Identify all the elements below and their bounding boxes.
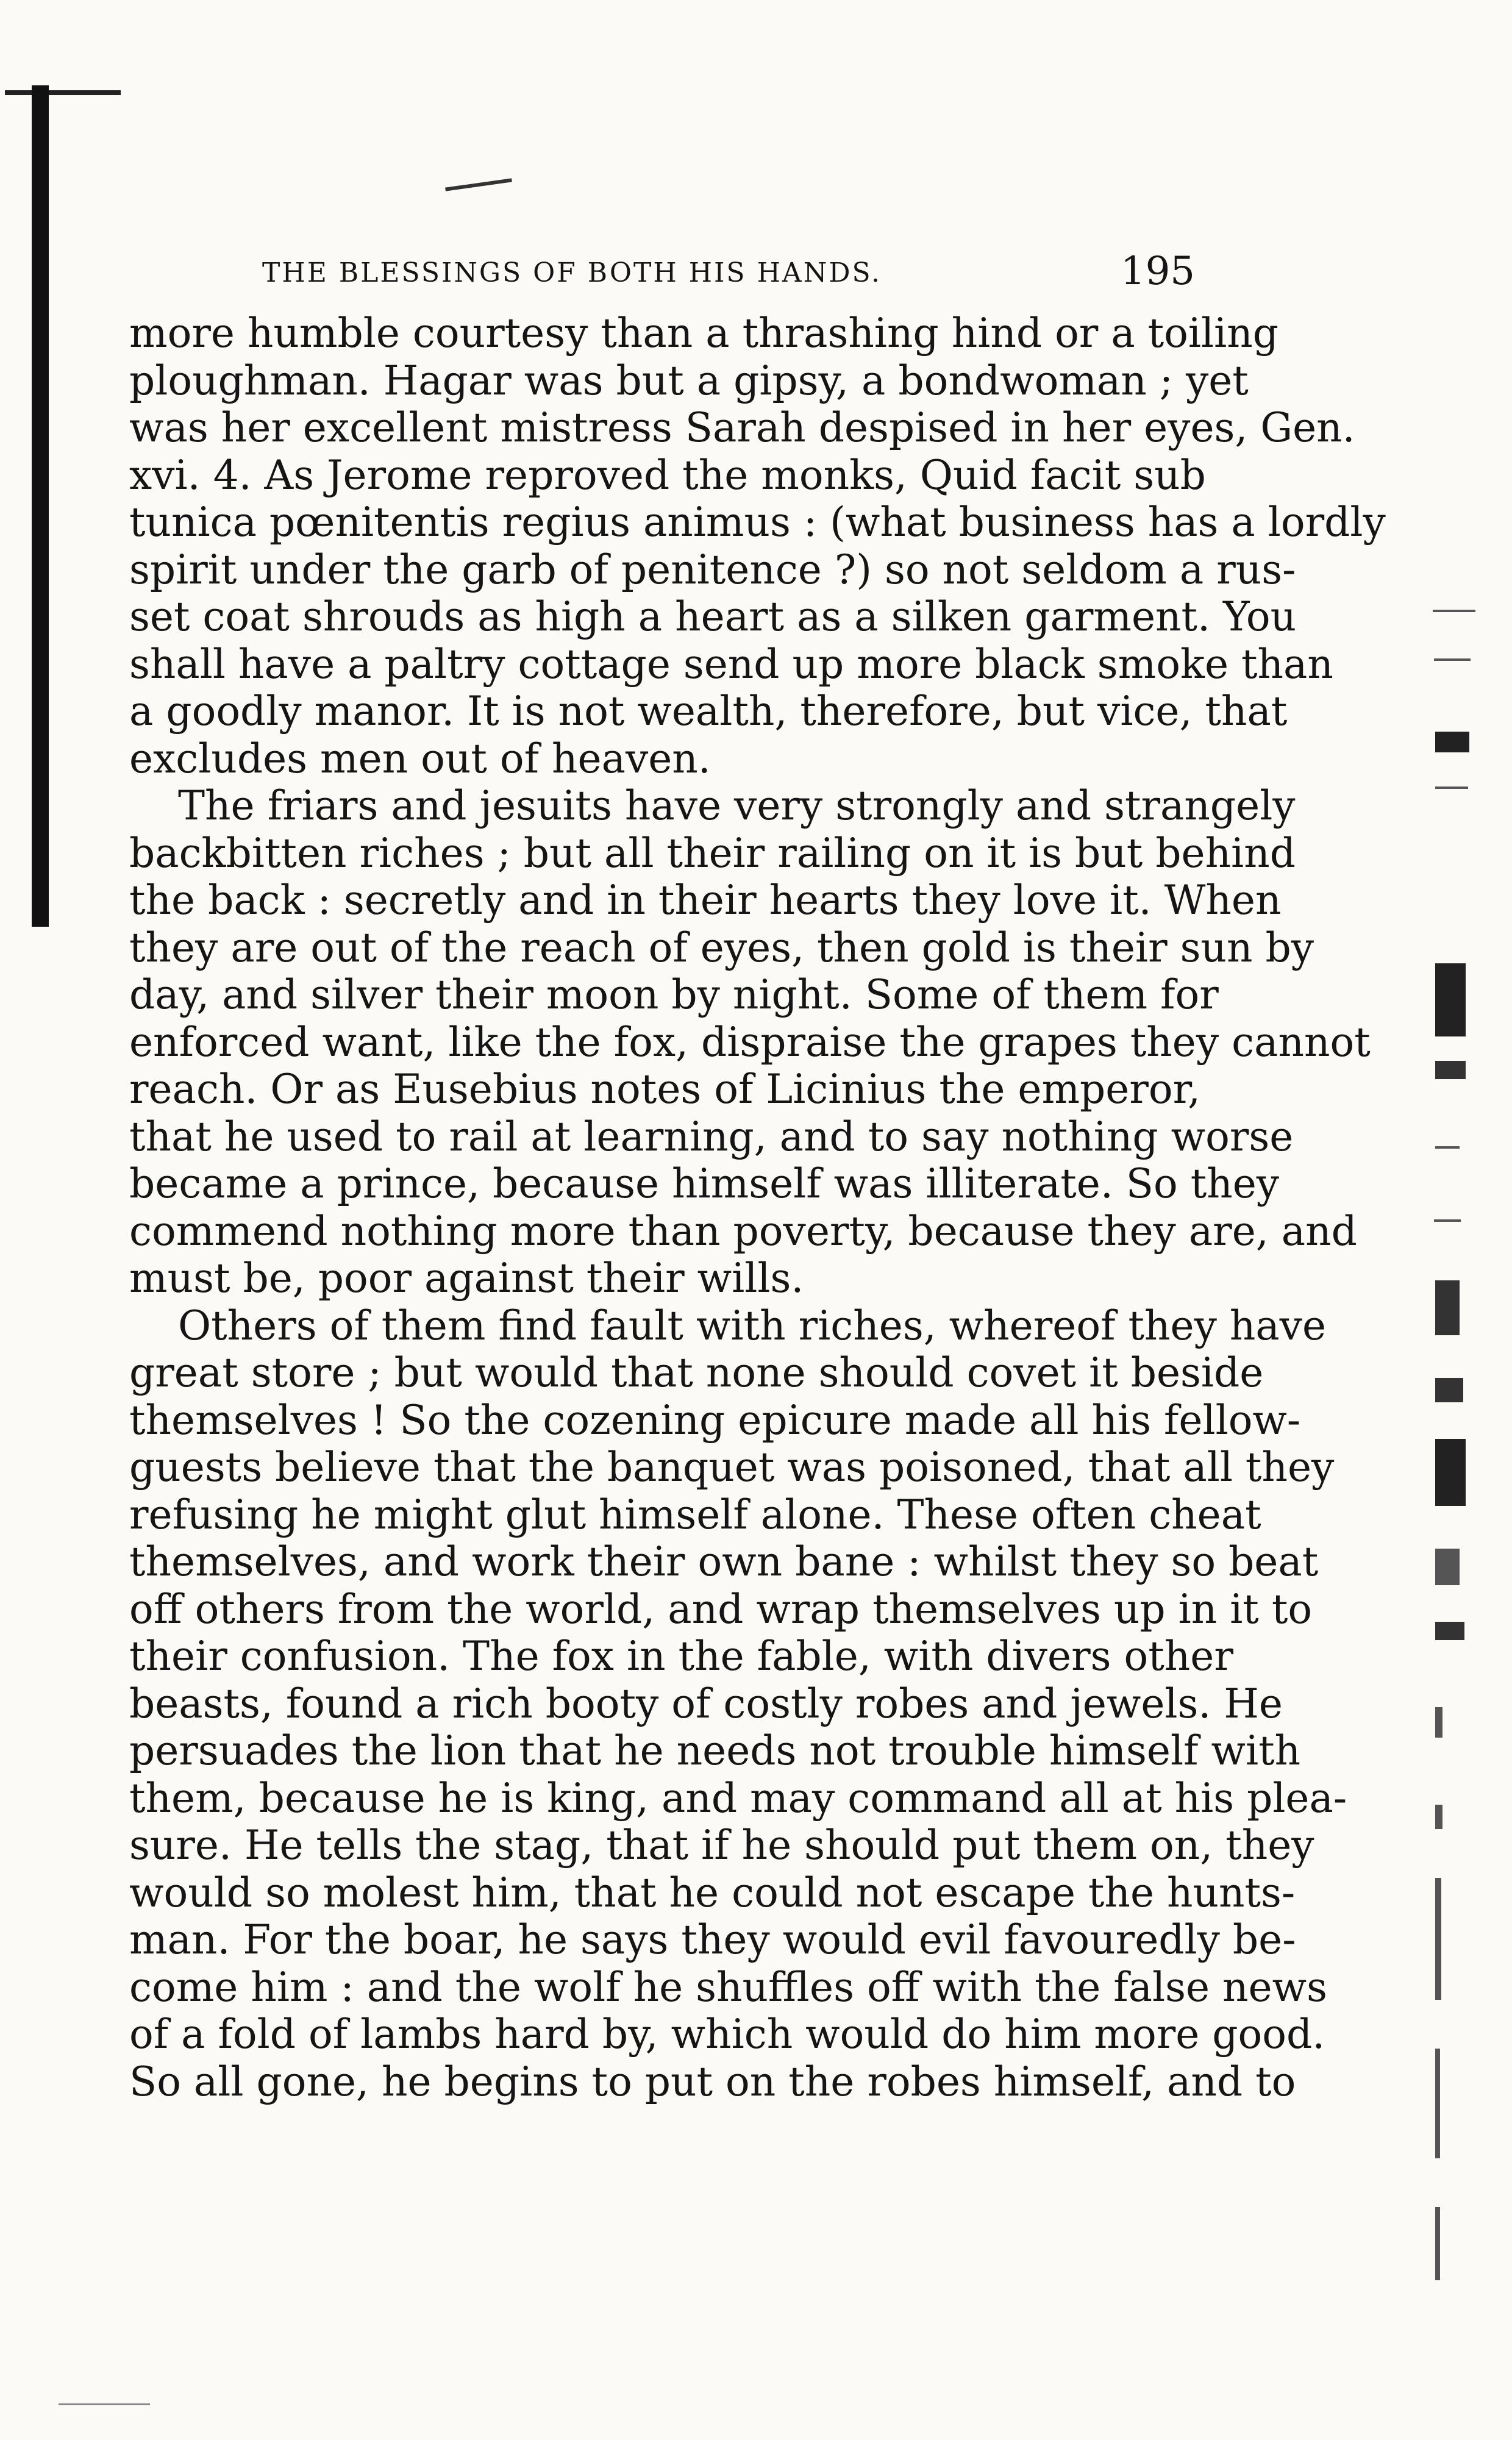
text-line: became a prince, because himself was illiterate. So they: [129, 1160, 1280, 1207]
text-line: So all gone, he begins to put on the robes himself, and to: [129, 2058, 1296, 2105]
text-line: come him : and the wolf he shuffles off with the false news: [129, 1963, 1327, 2011]
text-line: that he used to rail at learning, and to say nothing worse: [129, 1113, 1294, 1160]
bleed-mark: [1435, 1280, 1460, 1335]
bleed-mark: [1435, 963, 1466, 1036]
text-line: enforced want, like the fox, dispraise the grapes they cannot: [129, 1018, 1371, 1066]
bleed-mark: [1435, 1549, 1460, 1585]
next-page-bleed: [1421, 585, 1488, 2353]
text-line: The friars and jesuits have very strongly and strangely: [178, 782, 1296, 829]
text-line: Others of them find fault with riches, whereof they have: [178, 1302, 1327, 1349]
text-line: they are out of the reach of eyes, then gold is their sun by: [129, 924, 1314, 971]
text-line: day, and silver their moon by night. Some of them for: [129, 971, 1219, 1018]
text-line: them, because he is king, and may command all at his plea-: [129, 1774, 1347, 1822]
text-line: refusing he might glut himself alone. These often cheat: [129, 1491, 1261, 1538]
binding-edge-cap: [5, 90, 121, 95]
text-line: their confusion. The fox in the fable, with divers other: [129, 1633, 1233, 1680]
text-line: beasts, found a rich booty of costly robes and jewels. He: [129, 1680, 1283, 1727]
bleed-mark: [1433, 610, 1475, 612]
text-line: more humble courtesy than a thrashing hind or a toiling: [129, 310, 1278, 357]
text-line: off others from the world, and wrap themselves up in it to: [129, 1585, 1313, 1633]
text-line: great store ; but would that none should covet it beside: [129, 1349, 1264, 1396]
text-line: ploughman. Hagar was but a gipsy, a bondwoman ; yet: [129, 357, 1249, 404]
page-number: 195: [1120, 249, 1195, 294]
text-line: excludes men out of heaven.: [129, 735, 711, 782]
text-line: was her excellent mistress Sarah despised in her eyes, Gen.: [129, 404, 1355, 451]
bleed-mark: [1435, 1439, 1466, 1506]
bleed-mark: [1435, 1622, 1464, 1640]
text-line: man. For the boar, he says they would evil favouredly be-: [129, 1916, 1296, 1963]
body-text: [129, 310, 1386, 2105]
text-line: xvi. 4. As Jerome reproved the monks, Quid facit sub: [129, 451, 1206, 499]
bleed-mark: [1434, 658, 1471, 661]
text-line: would so molest him, that he could not escape the hunts-: [129, 1869, 1296, 1916]
text-line: persuades the lion that he needs not trouble himself with: [129, 1727, 1301, 1774]
bleed-mark: [1435, 1146, 1460, 1149]
bleed-mark: [1435, 1878, 1441, 2000]
bleed-mark: [1434, 1219, 1461, 1222]
text-line: must be, poor against their wills.: [129, 1255, 804, 1302]
bleed-mark: [1435, 1805, 1442, 1829]
bleed-mark: [1435, 2207, 1440, 2280]
text-line: sure. He tells the stag, that if he should put them on, they: [129, 1822, 1314, 1869]
text-line: of a fold of lambs hard by, which would do him more good.: [129, 2011, 1325, 2058]
ink-mark: [445, 178, 512, 191]
text-line: backbitten riches ; but all their railing on it is but behind: [129, 829, 1296, 877]
text-line: commend nothing more than poverty, because they are, and: [129, 1207, 1357, 1255]
binding-edge-shadow: [32, 85, 49, 927]
text-line: tunica pœnitentis regius animus : (what business has a lordly: [129, 499, 1386, 546]
ink-smudge: [59, 2403, 150, 2405]
text-line: guests believe that the banquet was poisoned, that all they: [129, 1444, 1335, 1491]
text-line: spirit under the garb of penitence ?) so not seldom a rus-: [129, 546, 1296, 593]
bleed-mark: [1435, 787, 1468, 789]
text-line: a goodly manor. It is not wealth, therefore, but vice, that: [129, 688, 1288, 735]
running-title: THE BLESSINGS OF BOTH HIS HANDS.: [262, 257, 882, 288]
bleed-mark: [1435, 732, 1469, 752]
text-line: the back : secretly and in their hearts they love it. When: [129, 877, 1282, 924]
running-header: [262, 249, 1195, 298]
text-line: themselves ! So the cozening epicure made all his fellow-: [129, 1396, 1301, 1444]
text-line: reach. Or as Eusebius notes of Licinius the emperor,: [129, 1066, 1200, 1113]
text-line: themselves, and work their own bane : whilst they so beat: [129, 1538, 1319, 1585]
text-line: shall have a paltry cottage send up more black smoke than: [129, 640, 1333, 688]
bleed-mark: [1435, 1061, 1466, 1079]
text-line: set coat shrouds as high a heart as a silken garment. You: [129, 593, 1297, 640]
bleed-mark: [1435, 1707, 1442, 1738]
bleed-mark: [1435, 1378, 1463, 1402]
bleed-mark: [1435, 2049, 1440, 2158]
